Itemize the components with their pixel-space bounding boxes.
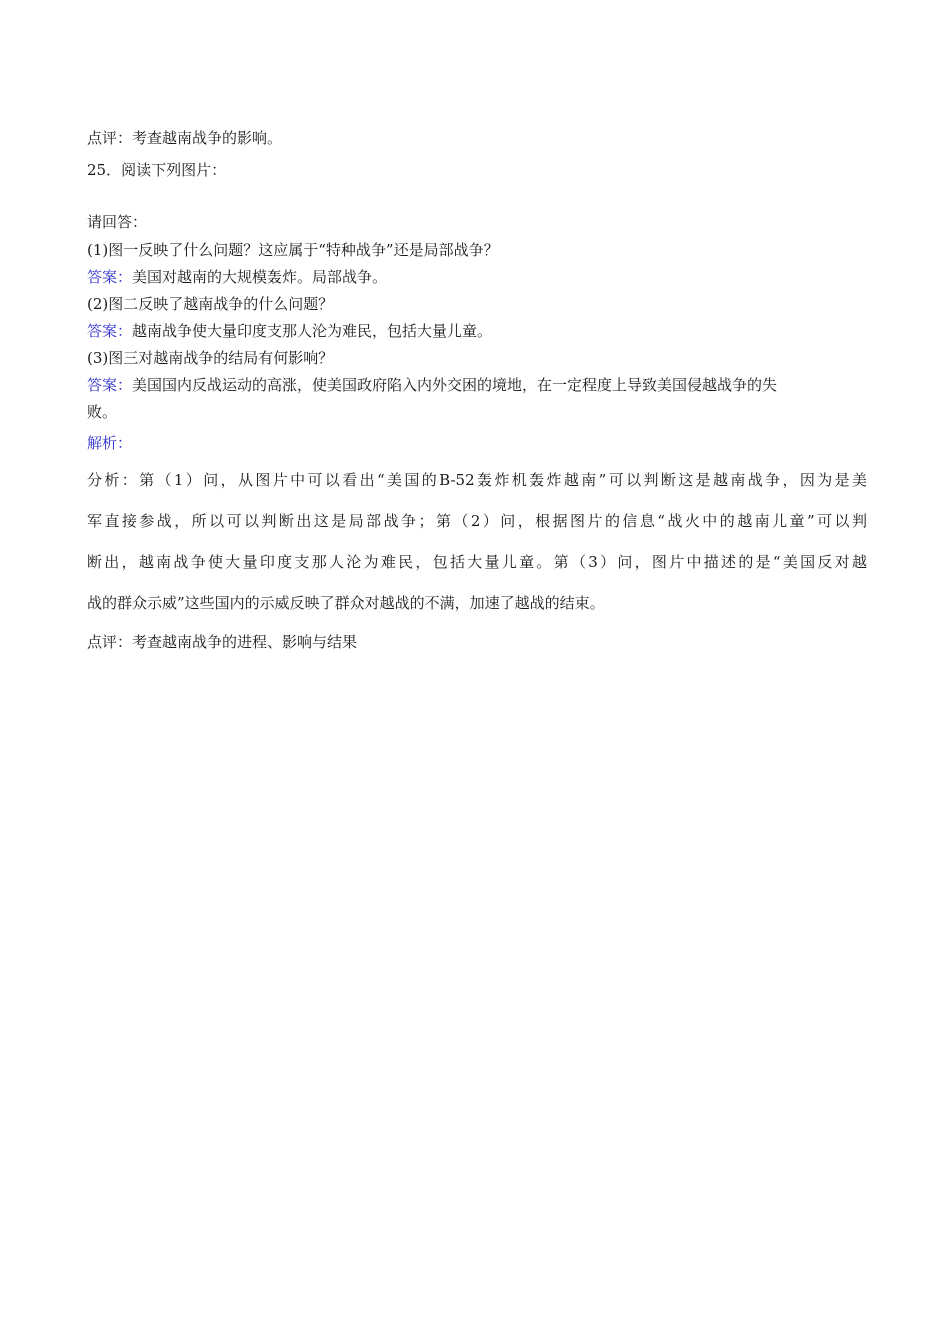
analysis-paragraph [87, 470, 867, 634]
answer-label: 答案： [87, 268, 133, 286]
analysis-line-3: 断出，越南战争使大量印度支那人沦为难民，包括大量儿童。第（3）问，图片中描述的是“美国反对越 [87, 553, 867, 571]
analysis-label: 解析： [87, 434, 133, 452]
answer-1 [87, 267, 387, 287]
previous-comment: 点评：考查越南战争的影响。 [87, 129, 283, 147]
answer-label: 答案： [87, 376, 133, 394]
answer-3 [87, 375, 777, 395]
analysis-line-2: 军直接参战，所以可以判断出这是局部战争；第（2）问，根据图片的信息“战火中的越南儿童”可以判 [87, 512, 867, 530]
question-prompt: 请回答： [87, 213, 148, 231]
question-2: (2)图二反映了越南战争的什么问题？ [87, 295, 334, 313]
answer-2-text: 越南战争使大量印度支那人沦为难民，包括大量儿童。 [132, 322, 493, 340]
answer-3-text-line-1: 美国国内反战运动的高涨，使美国政府陷入内外交困的境地，在一定程度上导致美国侵越战争的失 [132, 376, 778, 394]
answer-label: 答案： [87, 322, 133, 340]
answer-3-continued: 败。 [87, 403, 118, 421]
answer-2 [87, 321, 492, 341]
question-3: (3)图三对越南战争的结局有何影响？ [87, 349, 334, 367]
analysis-line-4: 战的群众示威”这些国内的示威反映了群众对越战的不满，加速了越战的结束。 [87, 594, 605, 612]
comment: 点评：考查越南战争的进程、影响与结果 [87, 633, 358, 651]
question-title: 25．阅读下列图片： [87, 161, 227, 179]
question-1: (1)图一反映了什么问题？这应属于“特种战争”还是局部战争？ [87, 241, 499, 259]
analysis-line-1: 分析：第（1）问，从图片中可以看出“美国的B-52轰炸机轰炸越南”可以判断这是越南战争，因为是美 [87, 471, 867, 489]
answer-1-text: 美国对越南的大规模轰炸。局部战争。 [132, 268, 388, 286]
